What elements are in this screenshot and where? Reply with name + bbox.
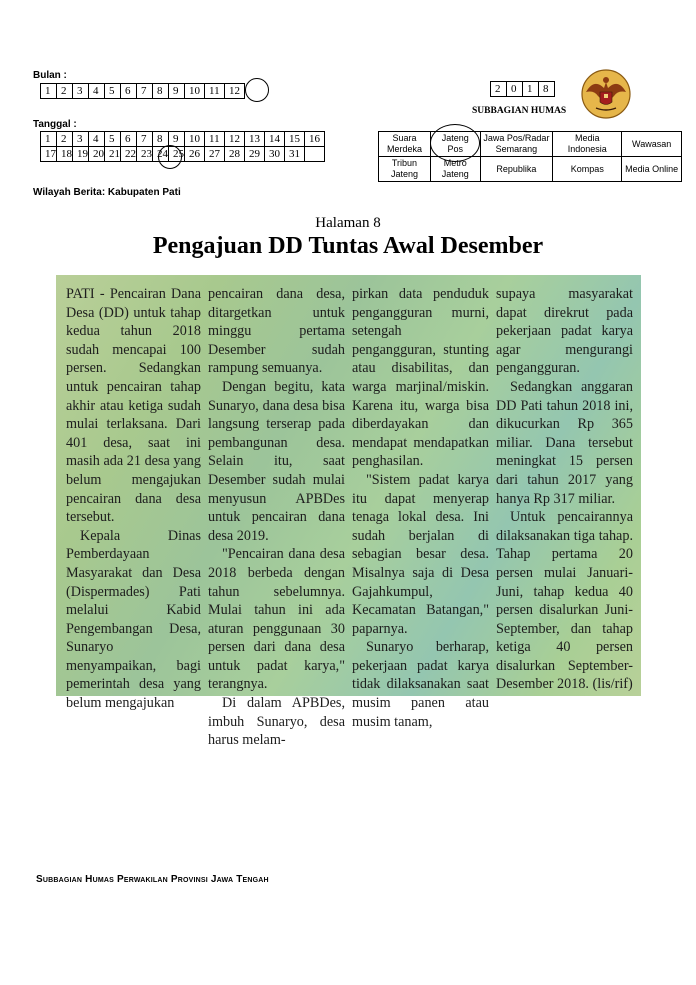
article-column-4 (496, 285, 633, 694)
year-grid (490, 81, 555, 97)
selected-date-circle (158, 145, 182, 169)
article-paragraph: Di dalam APBDes, imbuh Sunaryo, desa harus melam- (208, 695, 345, 749)
media-grid (378, 131, 682, 182)
article-paragraph: pencairan dana desa, ditargetkan untuk minggu pertama Desember sudah rampung semuanya. (208, 286, 345, 377)
grid-cell: 14 (265, 132, 285, 147)
media-cell: Media Online (622, 157, 682, 182)
grid-cell: 17 (41, 147, 57, 162)
grid-cell: 7 (137, 132, 153, 147)
grid-cell: 16 (305, 132, 325, 147)
grid-cell: 4 (89, 132, 105, 147)
selected-month-circle (245, 78, 269, 102)
grid-cell: 5 (105, 84, 121, 99)
article-paragraph: PATI - Pencairan Dana Desa (DD) untuk tahap kedua tahun 2018 sudah mencapai 100 persen. Sedangkan untuk pencairan tahap akhir atau ketiga sudah mulai terlaksana. Dari 401 desa, saat ini masih ada 21 desa yang belum mengajukan pencairan dana desa tersebut. (66, 286, 201, 526)
grid-cell: 8 (153, 84, 169, 99)
garuda-emblem-icon (580, 68, 632, 120)
grid-cell: 21 (105, 147, 121, 162)
media-cell: Jawa Pos/Radar Semarang (480, 132, 553, 157)
grid-cell: 1 (523, 82, 539, 97)
grid-cell: 10 (185, 84, 205, 99)
article-paragraph: Dengan begitu, kata Sunaryo, dana desa bisa langsung terserap pada pembangunan desa. Selain itu, saat Desember sudah mulai menyusun APBDes untuk pencairan dana desa 2019. (208, 378, 345, 544)
grid-cell: 1 (41, 84, 57, 99)
selected-media-circle (430, 124, 480, 162)
grid-cell: 22 (121, 147, 137, 162)
grid-cell: 7 (137, 84, 153, 99)
media-cell: Tribun Jateng (379, 157, 431, 182)
grid-cell: 11 (205, 84, 225, 99)
media-cell: Metro Jateng (430, 157, 480, 182)
grid-cell: 27 (205, 147, 225, 162)
headline: Pengajuan DD Tuntas Awal Desember (152, 233, 544, 259)
grid-cell: 19 (73, 147, 89, 162)
tanggal-label: Tanggal : (33, 119, 77, 130)
grid-cell: 2 (57, 84, 73, 99)
grid-cell: 5 (105, 132, 121, 147)
article-paragraph: Sunaryo berharap, pekerjaan padat karya tidak dilaksanakan saat musim panen atau musim tanam, (352, 639, 489, 730)
grid-cell: 2 (57, 132, 73, 147)
grid-cell: 1 (41, 132, 57, 147)
media-cell: Wawasan (622, 132, 682, 157)
media-cell: Suara Merdeka (379, 132, 431, 157)
wilayah-berita: Wilayah Berita: Kabupaten Pati (33, 187, 181, 198)
grid-cell: 25 (169, 147, 185, 162)
grid-cell: 30 (265, 147, 285, 162)
grid-cell: 29 (245, 147, 265, 162)
article-paragraph: Sedangkan anggaran DD Pati tahun 2018 ini, dikucurkan Rp 365 miliar. Dana tersebut meningkat 15 persen dari tahun 2017 yang hanya Rp 317 miliar. (496, 378, 633, 507)
article-column-3 (352, 285, 489, 731)
grid-cell: 31 (285, 147, 305, 162)
media-cell: Media Indonesia (553, 132, 622, 157)
grid-cell: 0 (507, 82, 523, 97)
article-column-2 (208, 285, 345, 750)
newspaper-clipping (56, 275, 641, 749)
grid-cell: 23 (137, 147, 153, 162)
grid-cell: 11 (205, 132, 225, 147)
article-column-1 (66, 285, 201, 713)
page-number: Halaman 8 (315, 215, 381, 231)
grid-cell (305, 147, 325, 162)
article-paragraph: supaya masyarakat dapat direkrut pada pekerjaan padat karya agar mengurangi pengangguran. (496, 286, 633, 377)
article-paragraph: "Pencairan dana desa 2018 berbeda dengan tahun sebelumnya. Mulai tahun ini ada aturan penggunaan 30 persen dari dana desa untuk padat karya," terangnya. (208, 546, 345, 693)
grid-cell: 12 (225, 132, 245, 147)
months-grid (40, 83, 245, 99)
grid-cell: 26 (185, 147, 205, 162)
grid-cell: 12 (225, 84, 245, 99)
grid-cell: 8 (153, 132, 169, 147)
grid-cell: 2 (491, 82, 507, 97)
bulan-label: Bulan : (33, 70, 67, 81)
media-cell: Republika (480, 157, 553, 182)
grid-cell: 3 (73, 132, 89, 147)
grid-cell: 13 (245, 132, 265, 147)
grid-cell: 20 (89, 147, 105, 162)
grid-cell: 8 (539, 82, 555, 97)
grid-cell: 4 (89, 84, 105, 99)
article-paragraph: pirkan data penduduk pengangguran murni, setengah pengangguran, stunting atau disabilitas, dan warga marjinal/miskin. Karena itu, warga bisa diberdayakan dan mendapat mendapatkan penghasilan. (352, 286, 489, 470)
grid-cell: 3 (73, 84, 89, 99)
article-paragraph: Untuk pencairannya dilaksanakan tiga tahap. Tahap pertama 20 persen mulai Januari-Juni, tahap kedua 40 persen disalurkan Juni-September, dan tahap ketiga 40 persen disalurkan September-Desember 2018. (lis/rif) (496, 509, 633, 693)
grid-cell: 10 (185, 132, 205, 147)
media-cell: Jateng Pos (430, 132, 480, 157)
footer-text: Subbagian Humas Perwakilan Provinsi Jawa Tengah (36, 874, 269, 885)
grid-cell: 9 (169, 84, 185, 99)
grid-cell: 15 (285, 132, 305, 147)
media-cell: Kompas (553, 157, 622, 182)
grid-cell: 9 (169, 132, 185, 147)
grid-cell: 24 (153, 147, 169, 162)
dates-grid (40, 131, 325, 162)
grid-cell: 18 (57, 147, 73, 162)
grid-cell: 6 (121, 84, 137, 99)
agency-label: SUBBAGIAN HUMAS (472, 106, 567, 116)
grid-cell: 6 (121, 132, 137, 147)
article-paragraph: Kepala Dinas Pemberdayaan Masyarakat dan Desa (Dispermades) Pati melalui Kabid Pengembangan Desa, Sunaryo menyampaikan, bagi pemerintah desa yang belum mengajukan (66, 527, 201, 712)
article-paragraph: "Sistem padat karya itu dapat menyerap tenaga lokal desa. Ini sudah berjalan di sebagian besar desa. Misalnya saja di Desa Gajahkumpul, Kecamatan Batangan," paparnya. (352, 471, 489, 637)
grid-cell: 28 (225, 147, 245, 162)
